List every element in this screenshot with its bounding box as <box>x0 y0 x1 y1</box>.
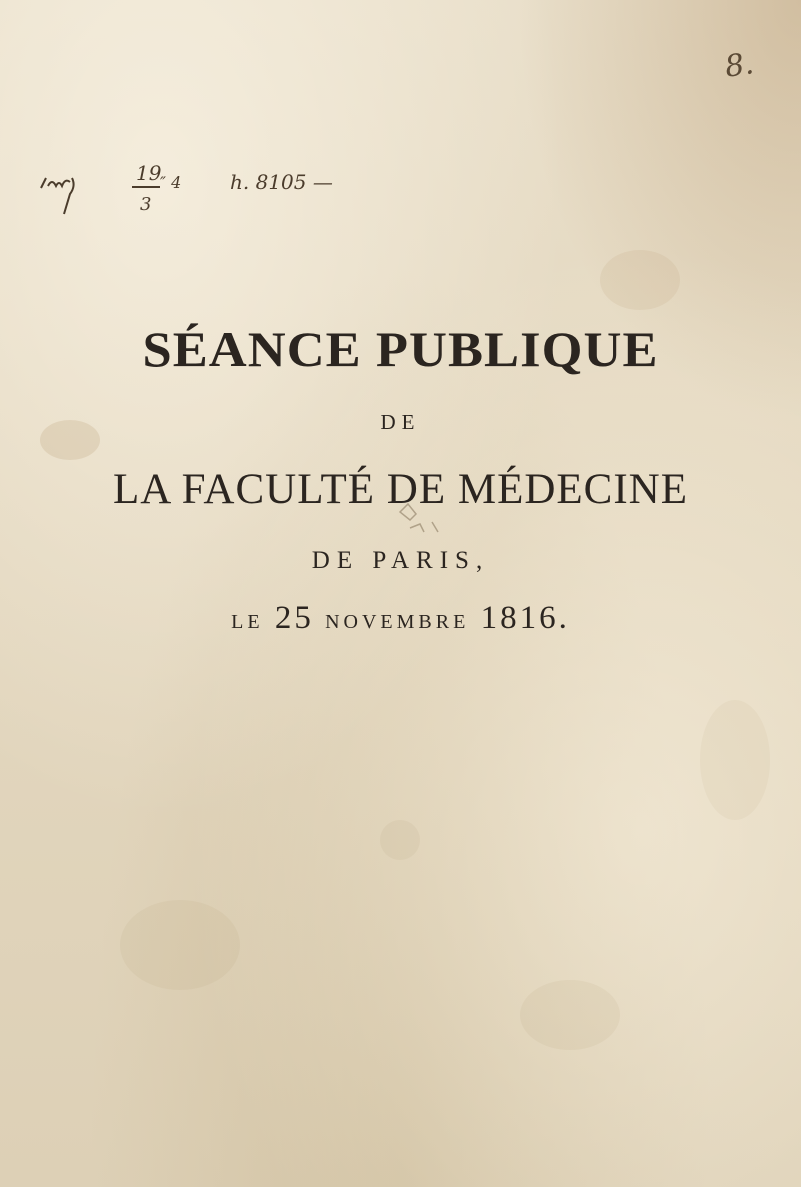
handwritten-corner-mark: 8. <box>722 46 756 85</box>
foxing-spot <box>520 980 620 1050</box>
svg-text:19: 19 <box>136 161 162 185</box>
date-month: NOVEMBRE <box>325 611 470 633</box>
institution-name: LA FACULTÉ DE MÉDECINE <box>112 466 689 513</box>
scribble-icon <box>38 168 83 218</box>
city-line: DE PARIS, <box>311 547 490 574</box>
handwritten-catalog-number: h. 8105 — <box>230 170 333 194</box>
foxing-spot <box>120 900 240 990</box>
date-prefix: LE <box>231 611 264 633</box>
foxing-spot <box>700 700 770 820</box>
page-title: SÉANCE PUBLIQUE <box>142 321 659 377</box>
foxing-spot <box>380 820 420 860</box>
fraction-scribble-icon <box>130 160 200 220</box>
svg-text:″ 4: ″ 4 <box>160 173 182 192</box>
svg-text:3: 3 <box>140 194 152 215</box>
handwritten-note-left <box>38 168 83 224</box>
handwritten-fraction <box>130 160 200 225</box>
connector-de: DE <box>380 410 421 434</box>
date-line <box>0 600 801 637</box>
date-day: 25 <box>274 600 314 636</box>
foxing-spot <box>600 250 680 310</box>
date-year: 1816. <box>480 600 570 636</box>
